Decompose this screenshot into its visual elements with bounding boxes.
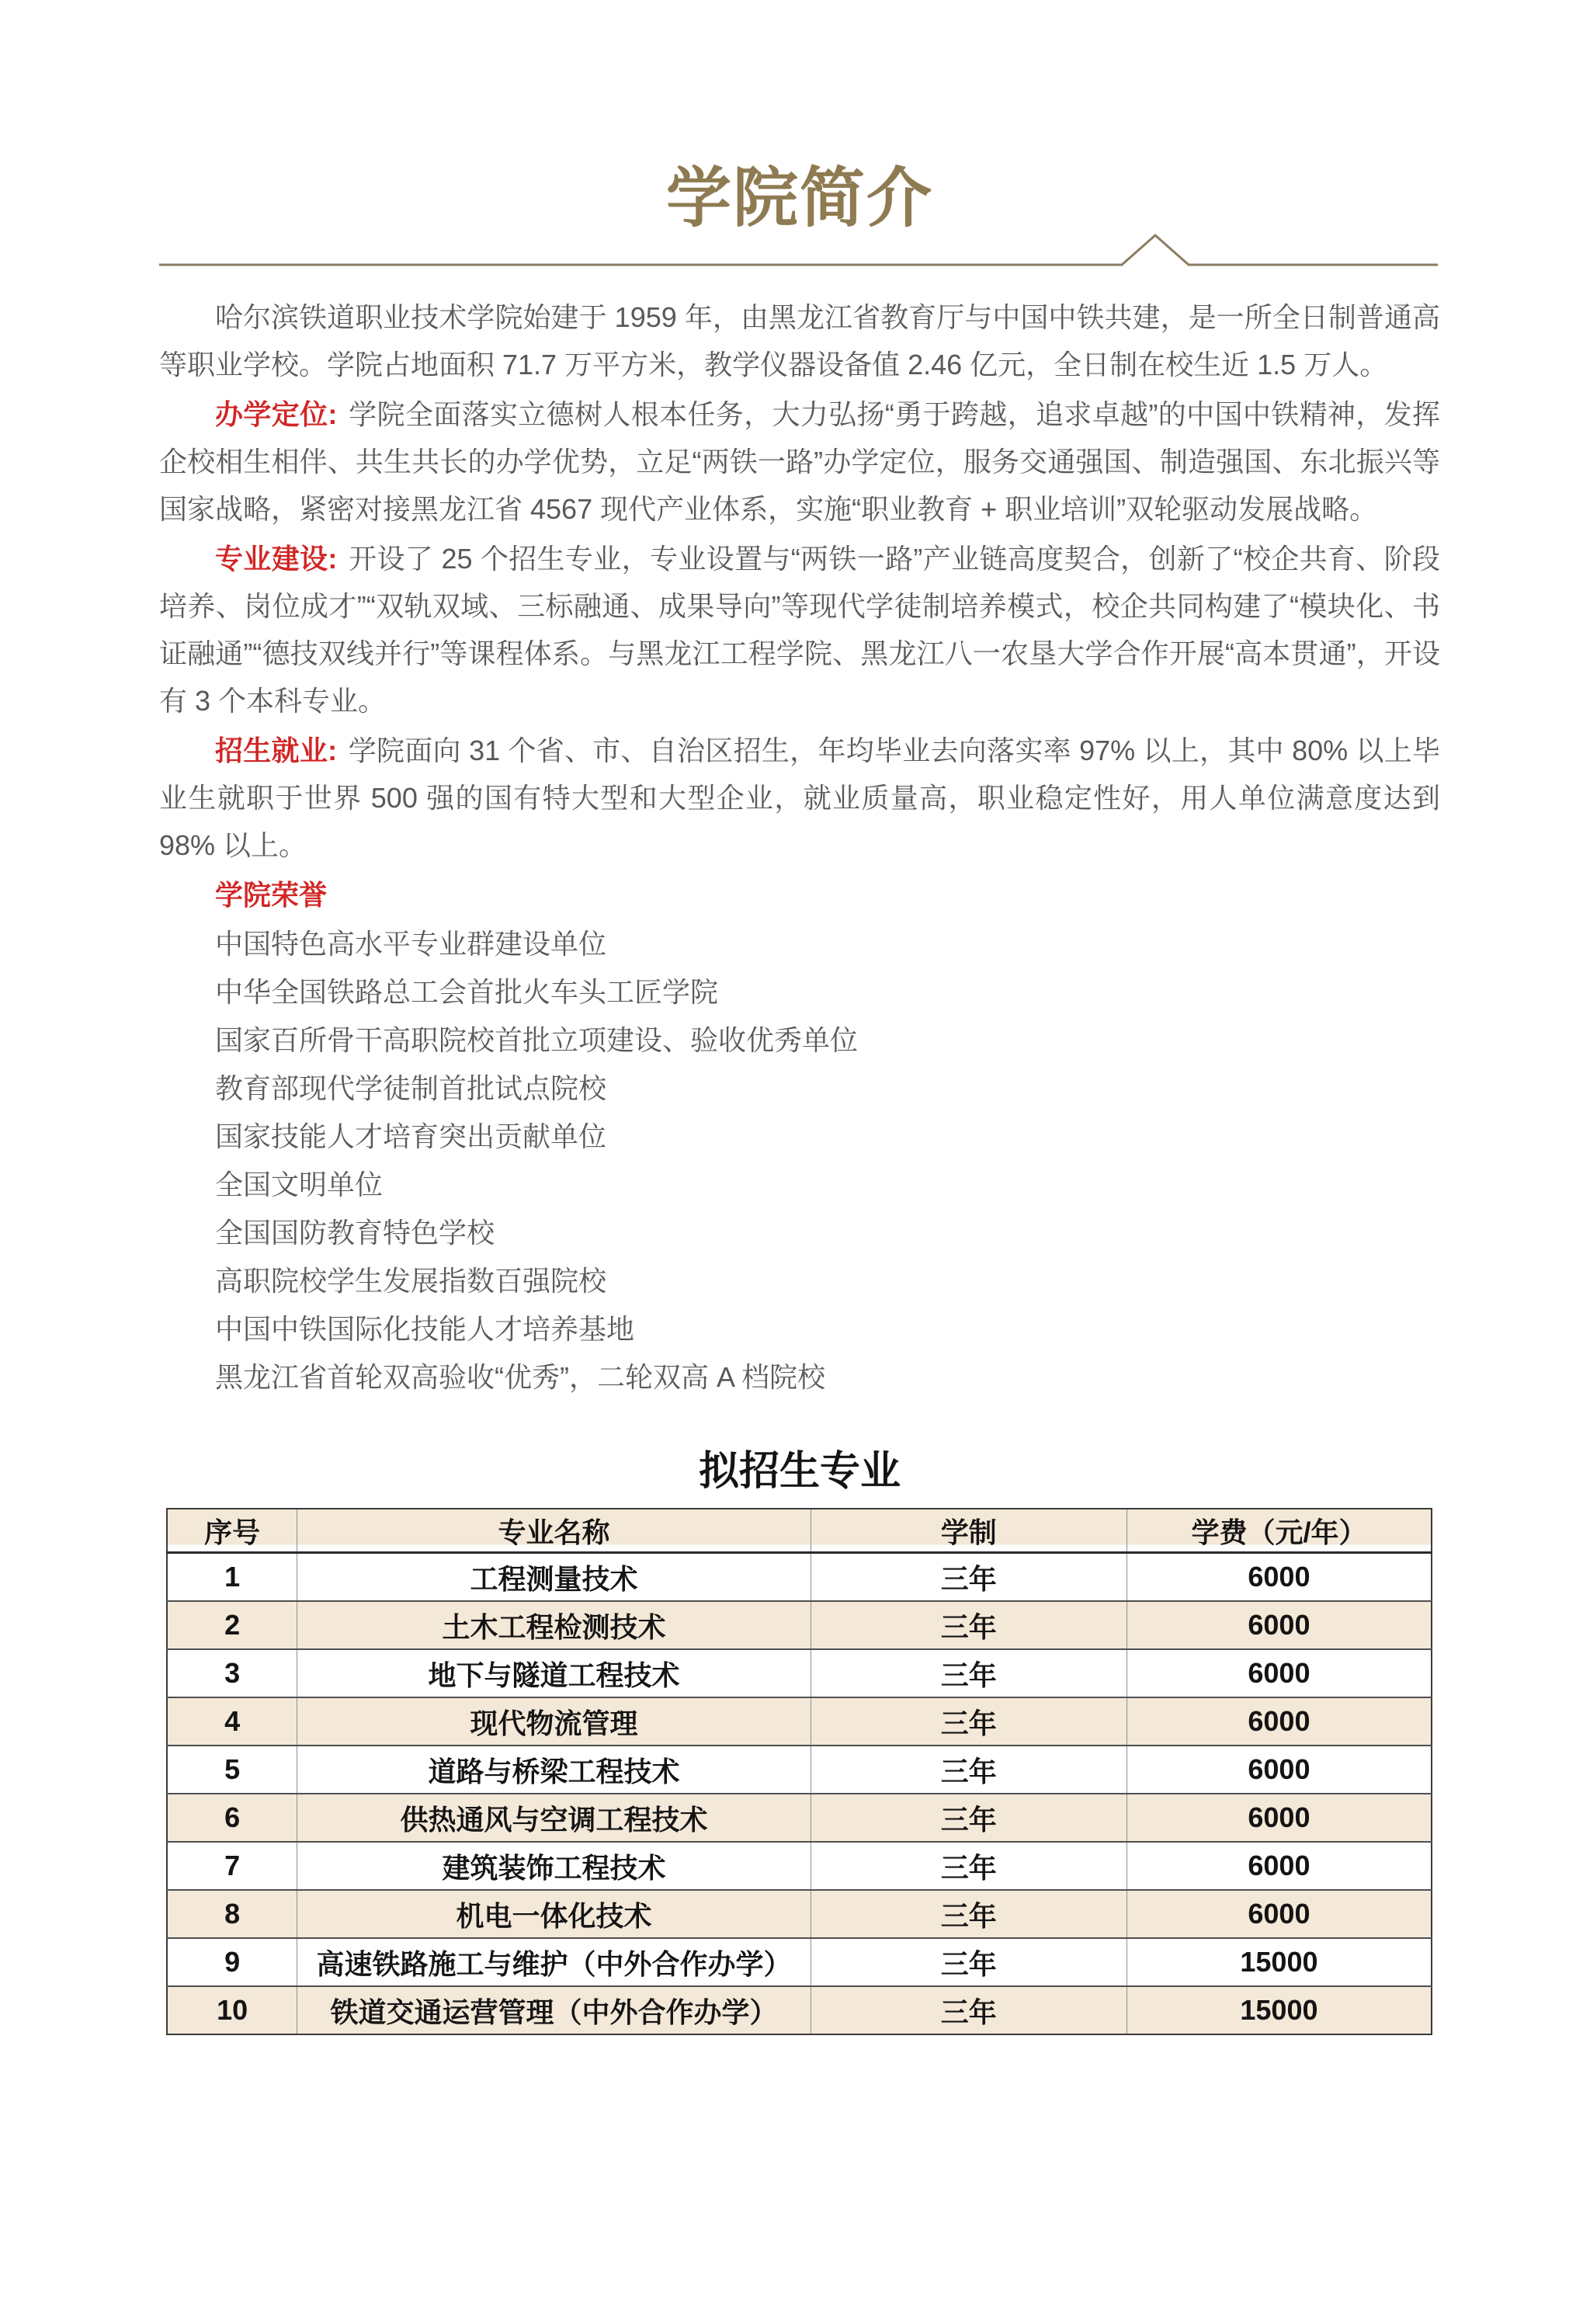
- table-row: [167, 1842, 1432, 1890]
- cell-index: 3: [167, 1649, 297, 1697]
- page-title: 学院简介: [665, 163, 933, 235]
- cell-index: 7: [167, 1842, 297, 1890]
- brochure-page: [0, 163, 1590, 2324]
- cell-major: 土木工程检测技术: [297, 1601, 811, 1649]
- admission-table-title: 拟招生专业: [698, 1450, 901, 1494]
- admission-table: [166, 1508, 1432, 2035]
- column-header-index: 序号: [167, 1509, 297, 1553]
- cell-tuition: 6000: [1127, 1649, 1432, 1697]
- paragraph-intro: [159, 294, 1440, 388]
- table-row: [167, 1938, 1432, 1986]
- cell-index: 10: [167, 1986, 297, 2034]
- honor-item: 教育部现代学徒制首批试点院校: [215, 1072, 607, 1104]
- cell-tuition: 6000: [1127, 1794, 1432, 1842]
- column-header-major: 专业名称: [297, 1509, 811, 1553]
- cell-major: 机电一体化技术: [297, 1890, 811, 1938]
- cell-duration: 三年: [811, 1938, 1127, 1986]
- honors-list: [159, 920, 1440, 1401]
- table-row: [167, 1890, 1432, 1938]
- cell-tuition: 6000: [1127, 1842, 1432, 1890]
- cell-major: 现代物流管理: [297, 1697, 811, 1746]
- honors-heading: 学院荣誉: [215, 879, 328, 911]
- cell-duration: 三年: [811, 1746, 1127, 1794]
- page-content: [0, 163, 1590, 2035]
- label-major-construction: 专业建设:: [215, 543, 338, 575]
- cell-duration: 三年: [811, 1842, 1127, 1890]
- honor-item: 黑龙江省首轮双高验收“优秀”，二轮双高 A 档院校: [215, 1361, 826, 1393]
- honor-item: 国家百所骨干高职院校首批立项建设、验收优秀单位: [215, 1024, 859, 1056]
- paragraph-school-positioning-text: 学院全面落实立德树人根本任务，大力弘扬“勇于跨越，追求卓越”的中国中铁精神，发挥企校相生相伴、共生共长的办学优势，立足“两铁一路”办学定位，服务交通强国、制造强国、东北振兴等国家战略，紧密对接黑龙江省 4567 现代产业体系，实施“职业教育 + 职业培训”双轮驱动发展战略。: [159, 398, 1440, 525]
- paragraph-major-construction: [159, 535, 1440, 724]
- title-divider: [159, 233, 1440, 270]
- paragraph-enrollment-employment: [159, 727, 1440, 869]
- cell-major: 道路与桥梁工程技术: [297, 1746, 811, 1794]
- honor-item: 国家技能人才培育突出贡献单位: [215, 1120, 607, 1152]
- cell-index: 4: [167, 1697, 297, 1746]
- cell-duration: 三年: [811, 1794, 1127, 1842]
- cell-tuition: 15000: [1127, 1986, 1432, 2034]
- cell-index: 6: [167, 1794, 297, 1842]
- cell-major: 供热通风与空调工程技术: [297, 1794, 811, 1842]
- cell-duration: 三年: [811, 1986, 1127, 2034]
- cell-duration: 三年: [811, 1697, 1127, 1746]
- table-row: [167, 1553, 1432, 1602]
- cell-duration: 三年: [811, 1649, 1127, 1697]
- table-row: [167, 1986, 1432, 2034]
- paragraph-enrollment-employment-text: 学院面向 31 个省、市、自治区招生，年均毕业去向落实率 97% 以上，其中 80% 以上毕业生就职于世界 500 强的国有特大型和大型企业，就业质量高，职业稳定性好，用人单位满意度达到 98% 以上。: [159, 735, 1440, 861]
- cell-major: 工程测量技术: [297, 1553, 811, 1602]
- column-header-tuition: 学费（元/年）: [1127, 1509, 1432, 1553]
- label-enrollment-employment: 招生就业:: [215, 735, 338, 766]
- cell-major: 建筑装饰工程技术: [297, 1842, 811, 1890]
- table-row: [167, 1746, 1432, 1794]
- cell-major: 高速铁路施工与维护（中外合作办学）: [297, 1938, 811, 1986]
- cell-tuition: 6000: [1127, 1746, 1432, 1794]
- honor-item: 中国中铁国际化技能人才培养基地: [215, 1313, 635, 1345]
- cell-tuition: 6000: [1127, 1697, 1432, 1746]
- cell-index: 5: [167, 1746, 297, 1794]
- introduction-section: [159, 294, 1440, 1401]
- cell-index: 2: [167, 1601, 297, 1649]
- cell-tuition: 6000: [1127, 1553, 1432, 1602]
- honor-item: 高职院校学生发展指数百强院校: [215, 1265, 607, 1297]
- cell-tuition: 6000: [1127, 1601, 1432, 1649]
- cell-index: 9: [167, 1938, 297, 1986]
- table-header-row: [167, 1509, 1432, 1553]
- paragraph-major-construction-text: 开设了 25 个招生专业，专业设置与“两铁一路”产业链高度契合，创新了“校企共育、阶段培养、岗位成才”“双轨双域、三标融通、成果导向”等现代学徒制培养模式，校企共同构建了“模块化、书证融通”“德技双线并行”等课程体系。与黑龙江工程学院、黑龙江八一农垦大学合作开展“高本贯通”，开设有 3 个本科专业。: [159, 543, 1440, 717]
- table-row: [167, 1601, 1432, 1649]
- cell-duration: 三年: [811, 1601, 1127, 1649]
- paragraph-intro-text: 哈尔滨铁道职业技术学院始建于 1959 年，由黑龙江省教育厅与中国中铁共建，是一所全日制普通高等职业学校。学院占地面积 71.7 万平方米，教学仪器设备值 2.46 亿元，全日制在校生近 1.5 万人。: [159, 301, 1440, 380]
- paragraph-school-positioning: [159, 391, 1440, 533]
- table-row: [167, 1649, 1432, 1697]
- honor-item: 全国国防教育特色学校: [215, 1217, 495, 1249]
- cell-duration: 三年: [811, 1890, 1127, 1938]
- cell-tuition: 15000: [1127, 1938, 1432, 1986]
- cell-major: 铁道交通运营管理（中外合作办学）: [297, 1986, 811, 2034]
- cell-major: 地下与隧道工程技术: [297, 1649, 811, 1697]
- cell-index: 8: [167, 1890, 297, 1938]
- honor-item: 全国文明单位: [215, 1169, 384, 1200]
- honor-item: 中华全国铁路总工会首批火车头工匠学院: [215, 976, 719, 1008]
- column-header-duration: 学制: [811, 1509, 1127, 1553]
- label-school-positioning: 办学定位:: [215, 398, 338, 430]
- cell-duration: 三年: [811, 1553, 1127, 1602]
- cell-index: 1: [224, 1561, 241, 1593]
- honor-item: 中国特色高水平专业群建设单位: [215, 928, 607, 960]
- cell-tuition: 6000: [1127, 1890, 1432, 1938]
- table-row: [167, 1697, 1432, 1746]
- table-row: [167, 1794, 1432, 1842]
